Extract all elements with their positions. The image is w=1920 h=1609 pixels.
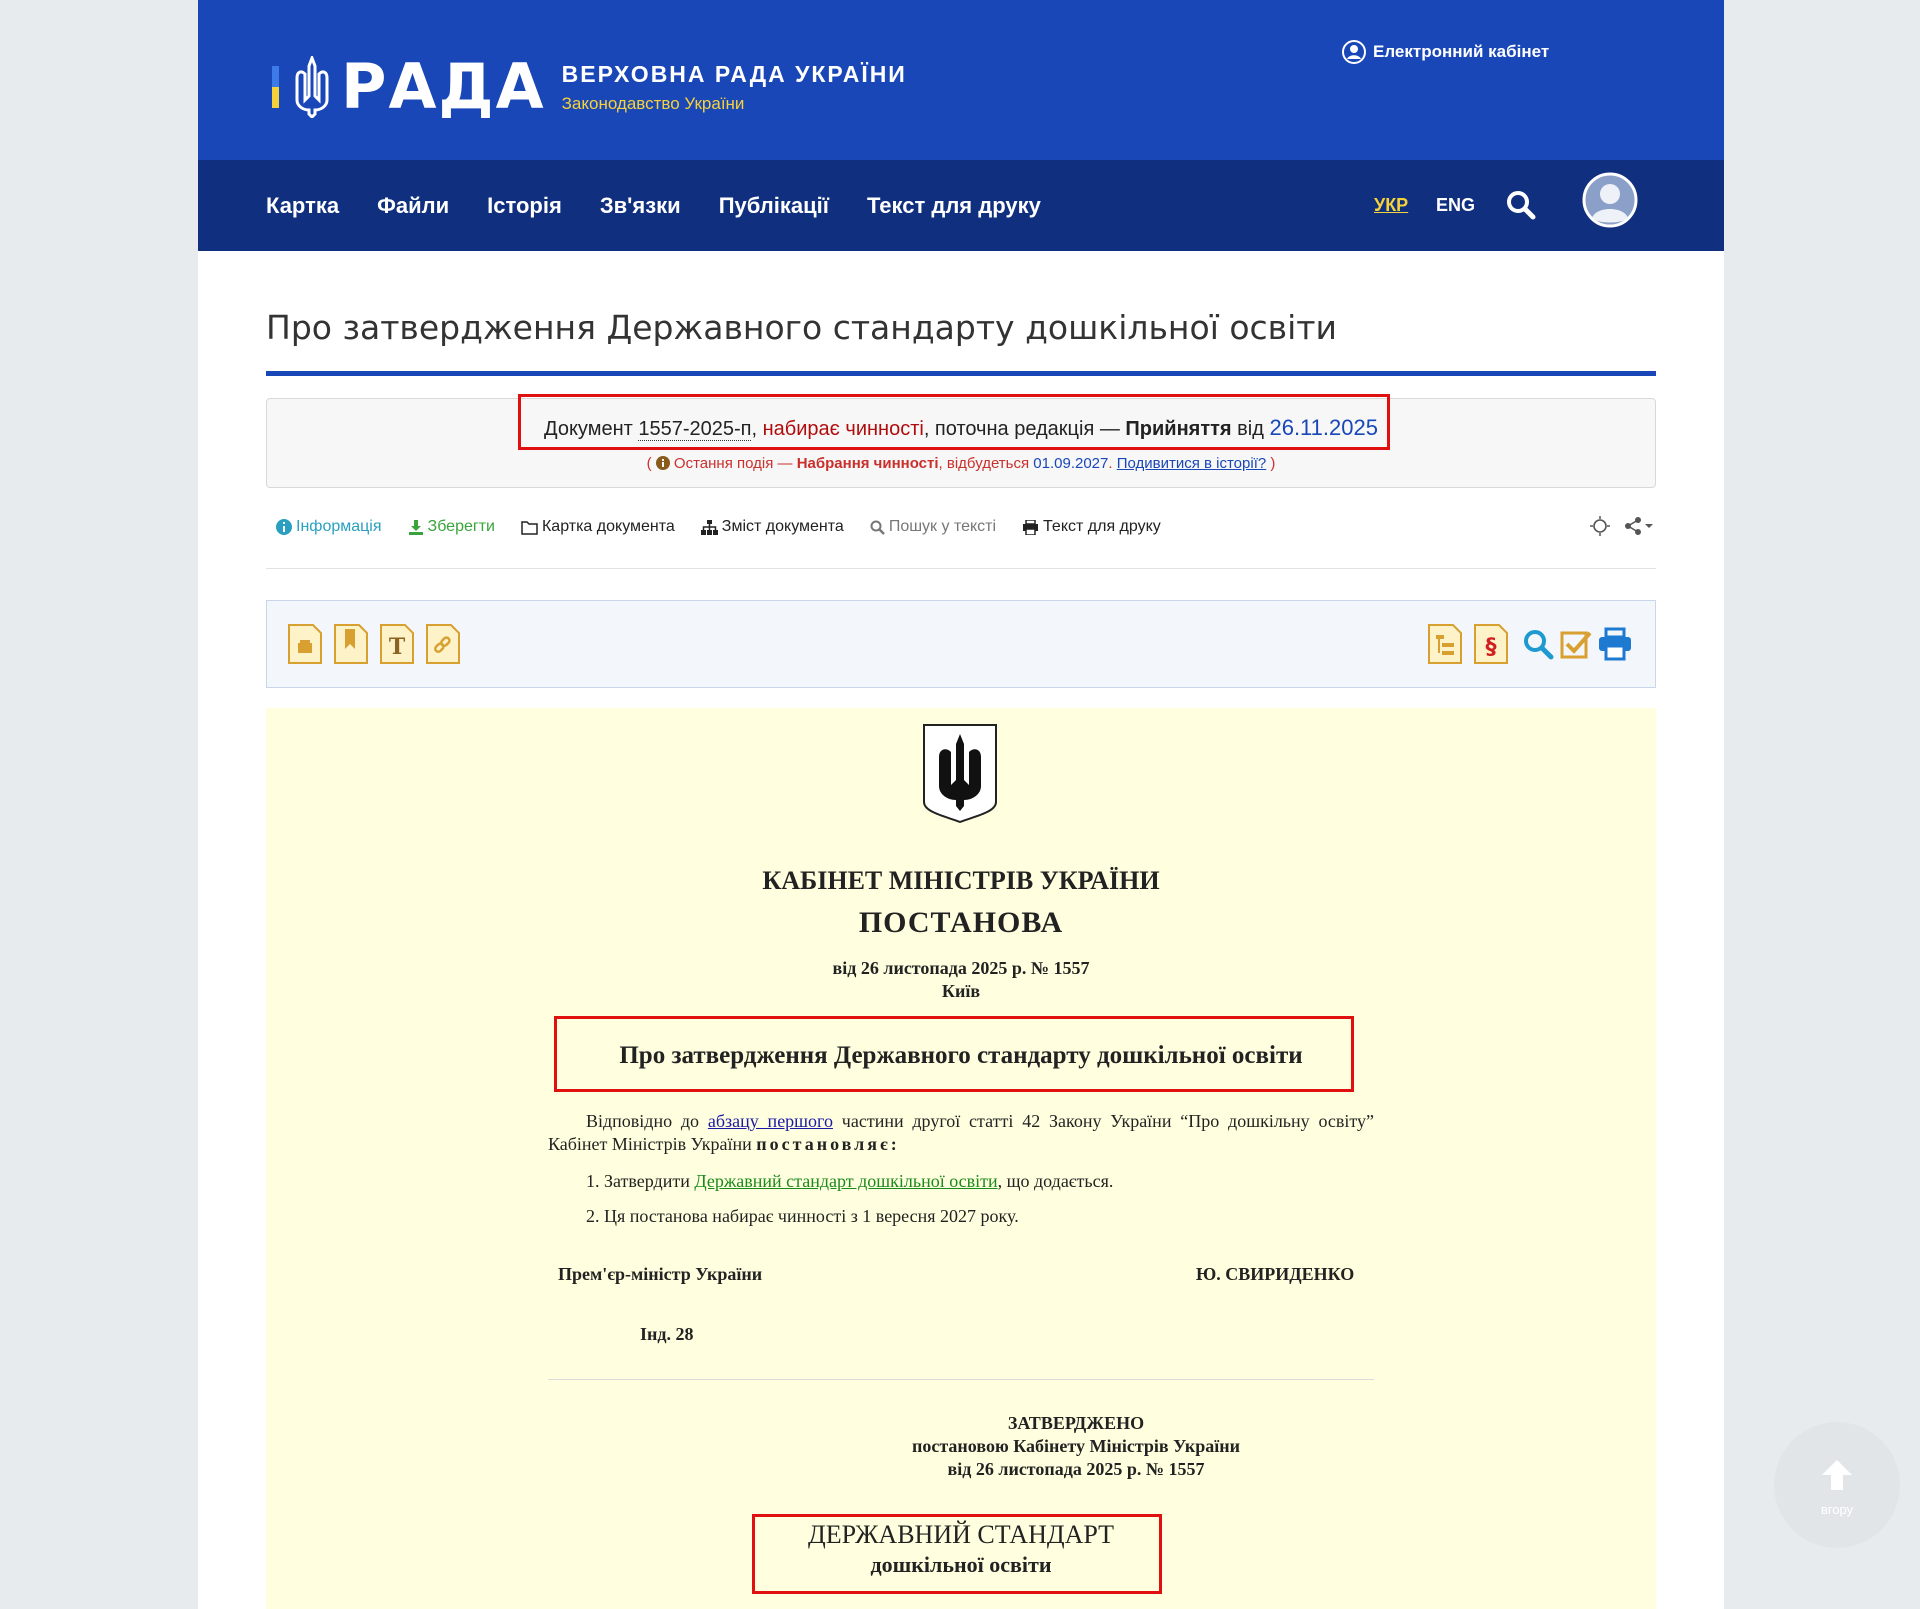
signer-name: Ю. СВИРИДЕНКО [1196,1264,1355,1284]
lang-ukr[interactable]: УКР [1374,195,1409,215]
document-number[interactable]: 1557-2025-п [638,418,752,440]
toolbar-save[interactable] [408,518,495,536]
toolbar-card-label: Картка документа [541,518,675,535]
document-date-line: від 26 листопада 2025 р. № 1557 [832,958,1090,978]
paren-close: ) [1266,455,1276,472]
event-dot: . [1108,455,1117,472]
document-divider [548,1379,1374,1380]
document-state: набирає чинності [762,418,924,440]
nav-card[interactable]: Картка [266,192,340,218]
last-event-label: Остання подія — [669,455,797,472]
doc-link-icon[interactable] [425,623,461,665]
approved-date: від 26 листопада 2025 р. № 1557 [947,1459,1205,1479]
toolbar-info-label: Інформація [296,518,382,535]
paragraph-preamble [548,1110,1374,1156]
status-from: від [1231,418,1270,440]
nav-history[interactable]: Історія [487,192,562,218]
download-icon [408,519,424,535]
logo-word: РАДА [341,50,546,123]
document-index: Інд. 28 [640,1324,694,1344]
scroll-up-label: вгору [1820,1502,1854,1517]
doc-bookmark-icon[interactable] [333,623,369,665]
link-state-standard[interactable]: Державний стандарт дошкільної освіти [694,1171,998,1191]
toolbar-print[interactable] [1022,518,1161,536]
history-link[interactable]: Подивитися в історії? [1116,455,1267,472]
document-heading: Про затвердження Державного стандарту дошкільної освіти [619,1042,1303,1069]
document-type: ПОСТАНОВА [858,906,1064,939]
event-name: Набрання чинності [796,455,939,472]
toolbar-contents-label: Зміст документа [721,518,844,535]
check-icon[interactable] [1559,627,1593,661]
approved-label: ЗАТВЕРДЖЕНО [1007,1413,1145,1433]
panel-search-icon[interactable] [1521,627,1555,661]
toolbar-search-label: Пошук у тексті [888,518,997,535]
paren-open: ( [646,455,656,472]
cabinet-label: Електронний кабінет [1373,42,1550,61]
electronic-cabinet-link[interactable] [1342,40,1549,64]
info-circle-icon [656,456,670,470]
scroll-up-button[interactable] [1774,1422,1900,1548]
link-paragraph-first[interactable]: абзацу першого [707,1111,833,1131]
panel-print-icon[interactable] [1597,627,1633,661]
event-date: 01.09.2027 [1033,455,1109,472]
user-circle-icon [1342,40,1366,64]
nav-files[interactable]: Файли [377,192,450,218]
trident-logo-icon [293,56,331,118]
nav-links[interactable]: Зв'язки [599,192,681,218]
header-top [198,0,1724,160]
lang-eng[interactable]: ENG [1436,195,1476,215]
main-nav [198,160,1724,251]
folder-icon [521,520,538,535]
nav-print-text[interactable]: Текст для друку [866,192,1041,218]
document-city: Київ [941,981,981,1001]
logo-subtitle: Законодавство України [561,93,745,113]
edition-name: Прийняття [1125,418,1232,440]
sitemap-icon [701,520,718,535]
info-icon [276,519,292,535]
toolbar-card[interactable] [521,518,675,536]
status-line-1 [267,415,1655,441]
standard-subtitle: дошкільної освіти [870,1552,1052,1577]
search-icon[interactable] [1506,190,1536,220]
page-title: Про затвердження Державного стандарту дошкільної освіти [266,308,1337,347]
title-underline [266,371,1656,376]
toolbar-print-label: Текст для друку [1043,518,1161,535]
document-body [266,708,1656,1609]
p1-b: частини другої статті 42 Закону України “Про дошкільну освіту” Кабінет Міністрів України [548,1111,1375,1154]
p2-a: 1. Затвердити [586,1171,695,1191]
nav-publications[interactable]: Публікації [718,192,829,218]
doc-text-icon[interactable] [379,623,415,665]
svg-text:§: § [1485,635,1497,660]
document-toolbar [276,514,1187,540]
site-logo[interactable] [272,50,907,123]
paragraph-item-2: 2. Ця постанова набирає чинності з 1 вересня 2027 року. [586,1206,1019,1226]
arrow-up-icon [1820,1458,1854,1492]
document-status-box [266,398,1656,488]
status-sep: , [751,418,763,440]
status-line-2 [267,455,1655,472]
toolbar-save-label: Зберегти [427,518,495,535]
p1-resolves: постановляє: [756,1134,900,1154]
svg-text:T: T [388,634,406,660]
standard-title: ДЕРЖАВНИЙ СТАНДАРТ [807,1520,1115,1549]
p2-b: , що додається. [997,1171,1114,1191]
ukraine-emblem-icon [921,722,999,824]
toolbar-separator [266,568,1656,569]
document-icon-panel [266,600,1656,688]
signer-title: Прем'єр-міністр України [558,1264,763,1284]
page [198,0,1724,1609]
doc-section-icon[interactable] [1473,623,1509,665]
doc-archive-icon[interactable] [287,623,323,665]
status-mid: , поточна редакція — [923,418,1126,440]
approved-by: постановою Кабінету Міністрів України [912,1436,1240,1456]
toolbar-info[interactable] [276,518,382,536]
theme-sun-icon[interactable] [1590,516,1610,536]
status-prefix: Документ [544,418,639,440]
print-icon [1022,520,1039,535]
flag-icon [272,66,279,108]
document-org: КАБІНЕТ МІНІСТРІВ УКРАЇНИ [762,866,1160,895]
edition-date[interactable]: 26.11.2025 [1269,415,1378,440]
share-icon[interactable] [1624,517,1654,535]
p1-a: Відповідно до [586,1111,708,1131]
paragraph-item-1 [548,1170,1374,1193]
toolbar-contents[interactable] [701,518,844,536]
search-icon [870,520,885,535]
doc-structure-icon[interactable] [1427,623,1463,665]
toolbar-search[interactable] [870,518,996,536]
avatar[interactable] [1582,172,1638,228]
event-will: , відбудеться [938,455,1034,472]
logo-title: ВЕРХОВНА РАДА УКРАЇНИ [561,60,907,87]
